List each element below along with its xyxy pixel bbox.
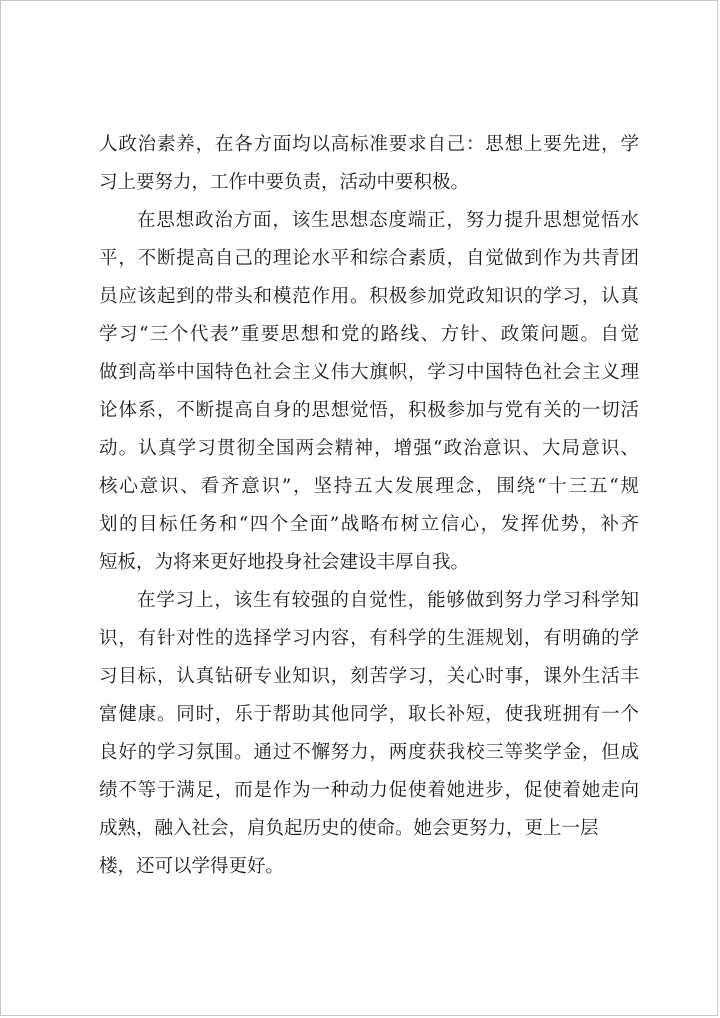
text-line: 学习“三个代表”重要思想和党的路线、方针、政策问题。自觉 [99,324,639,345]
text-line: 平，不断提高自己的理论水平和综合素质，自觉做到作为共青团 [99,248,639,269]
text-line: 动。认真学习贯彻全国两会精神，增强“政治意识、大局意识、 [99,438,639,459]
text-line: 成熟，融入社会，肩负起历史的使命。她会更努力，更上一层 [99,818,599,839]
text-line: 富健康。同时，乐于帮助其他同学，取长补短，使我班拥有一个 [99,704,639,725]
text-line: 做到高举中国特色社会主义伟大旗帜，学习中国特色社会主义理 [99,362,639,383]
text-line: 良好的学习氛围。通过不懈努力，两度获我校三等奖学金，但成 [99,742,639,763]
text-line: 楼，还可以学得更好。 [99,856,285,877]
text-line: 短板，为将来更好地投身社会建设丰厚自我。 [99,552,470,573]
text-line: 员应该起到的带头和模范作用。积极参加党政知识的学习，认真 [99,286,639,307]
text-line: 论体系，不断提高自身的思想觉悟，积极参加与党有关的一切活 [99,400,639,421]
text-line: 绩不等于满足，而是作为一种动力促使着她进步，促使着她走向 [99,780,639,801]
text-line: 识，有针对性的选择学习内容，有科学的生涯规划，有明确的学 [99,628,639,649]
paragraph-first-line: 在思想政治方面，该生思想态度端正，努力提升思想觉悟水 [137,210,639,231]
text-line: 核心意识、看齐意识”，坚持五大发展理念，围绕“十三五“规 [99,476,639,497]
text-line: 人政治素养，在各方面均以高标准要求自己：思想上要先进，学 [99,134,639,155]
text-line: 习目标，认真钻研专业知识，刻苦学习，关心时事，课外生活丰 [99,666,639,687]
paragraph-first-line: 在学习上，该生有较强的自觉性，能够做到努力学习科学知 [137,590,639,611]
text-line: 划的目标任务和“四个全面”战略布树立信心，发挥优势，补齐 [99,514,639,535]
text-line: 习上要努力，工作中要负责，活动中要积极。 [99,172,470,193]
